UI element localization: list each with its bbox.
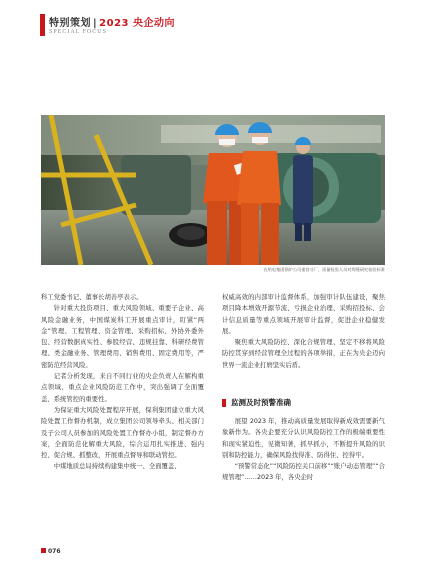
section-heading: [222, 397, 385, 409]
paragraph: 为保证重大风险处置程序开展，保利集团建立重大风险处置工作督办机制，成立集团公司领导牵头、相关部门及子公司人员参加的风险处置工作督办小组，制定督办方案，全面防范化解重大风险，综合运用扎实推进、强内控、促合规、抓整改，开展重点督导和联动管控。: [41, 406, 204, 460]
feature-photo: [41, 115, 385, 265]
paragraph: 科工党委书记、董事长胡善亭表示。: [41, 294, 143, 301]
paragraph: 展望 2023 年，推动高质量发展取得新成效需要新气象新作为。各央企要充分认识风险防控工作的极端重要性和现实紧迫性，见微知著，抓早抓小，不断提升风险的识别和防控能力，确保风险找得准、防得住、控得牢。: [222, 418, 385, 459]
header-separator: |: [93, 18, 98, 29]
paragraph: 记者分析发现，来自不同行业的央企负责人在解构重点领域、重点企业风险防范工作中，突出强调了全面覆盖、系统管控的重要性。: [41, 373, 204, 403]
section-subtitle: SPECIAL FOCUS: [49, 29, 107, 35]
section-heading-text: 监测及时预警准确: [231, 398, 291, 407]
topic-label: 2023 央企动向: [99, 18, 175, 29]
right-column-top: [222, 292, 385, 371]
page-footer: [41, 548, 61, 555]
left-column: [41, 292, 204, 473]
paragraph: 权威高效的内部审计监督体系，加强审计队伍建设，聚焦项目降本增效开源节流、亏损企业治理、采购招投标、会计信息质量等重点领域开展审计监督，促进企业稳健发展。: [222, 294, 385, 335]
photo-caption: 在哈电集团锅炉公司重容分厂，质量检验人员对焊缝研究检验标准: [263, 267, 385, 272]
paragraph: 中煤地质总局持续构建集中统一、全面覆盖、: [53, 463, 181, 471]
paragraph: “预警常态化”“风险防控关口前移”“账户动态管理”“合规管理”……2023 年，各央企时: [222, 463, 385, 482]
right-column-bottom: [222, 416, 385, 484]
page-marker: [41, 548, 46, 553]
factory-workers-image: [41, 115, 385, 265]
paragraph: 针对重大投资项目、重大风险领域、重要子企业、高风险金融业务，中国煤炭科工开展重点审计，盯紧“两金”管理、工程管理、资金管理、采购招标、外协外委外包、经营数据真实性、参股经营、违规挂靠、科研经费管理、类金融业务、管理费用、销售费用、固定费用等，严密防范经营风险。: [41, 305, 204, 369]
section-marker: [222, 399, 226, 407]
section-label: 特别策划: [49, 18, 91, 29]
header-accent-bar: [40, 14, 45, 36]
section-header: [49, 14, 175, 29]
page-number: 076: [48, 548, 61, 555]
paragraph: 聚焦重大风险防控、深化合规管理、坚定不移将风险防控贯穿到经营管理全过程的各项举措，正在为央企迈向世界一流企业打磨坚实后盾。: [222, 339, 385, 369]
